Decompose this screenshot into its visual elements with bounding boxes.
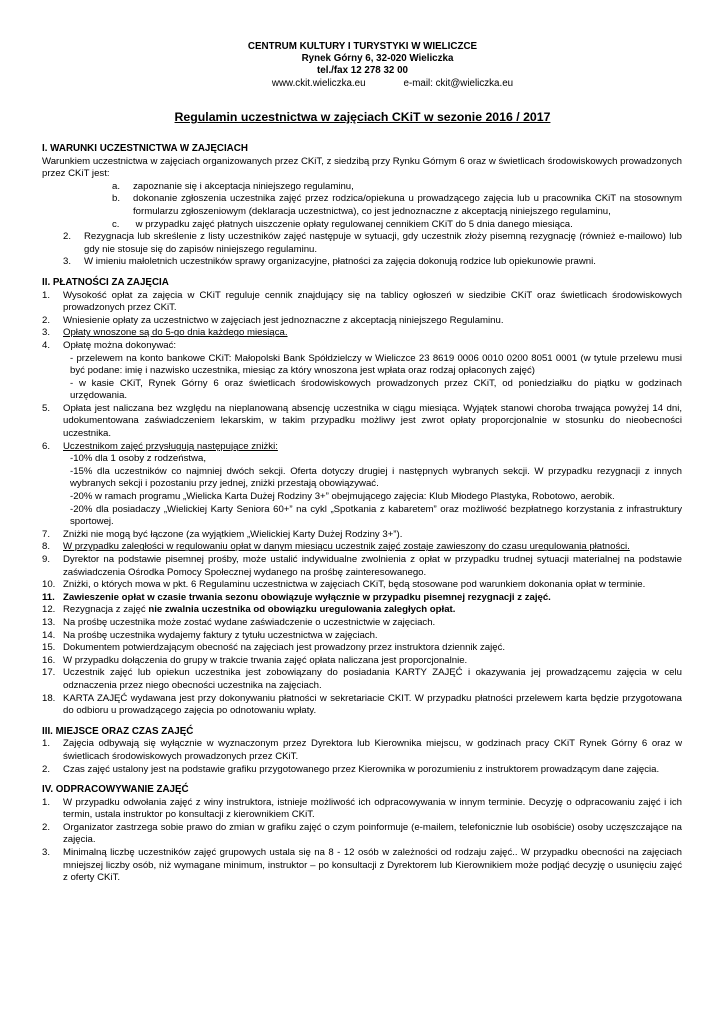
section-heading-1: I. WARUNKI UCZESTNICTWA W ZAJĘCIACH (42, 143, 248, 154)
list-item: 6. Uczestnikom zajęć przysługują następujące zniżki: (42, 440, 278, 452)
org-email: e-mail: ckit@wieliczka.eu (403, 77, 514, 89)
list-item: 12. Rezygnacja z zajęć nie zwalnia uczestnika od obowiązku uregulowania zaległych opłat. (42, 604, 456, 616)
list-item: 2. Organizator zastrzega sobie prawo do zmian w grafiku zajęć o czym poinformuje (e-mailem, telefonicznie lub osobiście) osoby uczęszczające na zajęcia. (42, 821, 682, 846)
list-item: 1. Wysokość opłat za zajęcia w CKiT reguluje cennik znajdujący się na tablicy ogłoszeń w siedzibie CKiT oraz świetlicach środowiskowych prowadzonych przez CKiT. (42, 289, 682, 314)
org-phone: tel./fax 12 278 32 00 (317, 65, 408, 77)
org-website: www.ckit.wieliczka.eu (271, 77, 366, 89)
list-item: b. dokonanie zgłoszenia uczestnika zajęć przez rodzica/opiekuna u prowadzącego zajęcia lub u pracownika CKiT na stosownym formularzu zgłoszeniowym (deklaracja uczestnictwa), co jest jednoznaczne z akceptacją niniejszego regulaminu, (112, 193, 682, 217)
list-item: 2. Rezygnacja lub skreślenie z listy uczestników zajęć następuje w sytuacji, gdy uczestnik złoży pisemną rezygnację (również e-mailowo) lub gdy nie stosuje się do zapisów niniejszego regulaminu. (63, 231, 682, 255)
list-subitem: -10% dla 1 osoby z rodzeństwa, (70, 453, 206, 465)
list-item: 3. Minimalną liczbę uczestników zajęć grupowych ustala się na 8 - 12 osób w zależności od rodzaju zajęć.. W przypadku obecności na zajęciach mniejszej liczby osób, niż wymagane minimum, instruktor – po konsultacji z Dyrektorem lub Kierownikiem może podjąć decyzję o usunięciu zajęć z oferty CKiT. (42, 847, 682, 884)
list-subitem: - w kasie CKiT, Rynek Górny 6 oraz świetlicach środowiskowych prowadzonych przez CKiT, od poniedziałku do piątku w godzinach urzędowania. (70, 377, 682, 402)
list-subitem: -20% w ramach programu „Wielicka Karta Dużej Rodziny 3+” obejmującego zajęcia: Klub Młodego Plastyka, Robotowo, aerobik. (70, 491, 615, 503)
list-item: 18. KARTA ZAJĘĆ wydawana jest przy dokonywaniu płatności w sekretariacie CKIT. W przypadku płatności przelewem karta będzie przygotowana do odbioru u prowadzącego zajęcia po odnotowaniu wpłaty. (42, 692, 682, 717)
list-item: 8. W przypadku zaległości w regulowaniu opłat w danym miesiącu uczestnik zajęć zostaje zawieszony do czasu uregulowania płatności. (42, 541, 630, 553)
list-item: 13. Na prośbę uczestnika może zostać wydane zaświadczenie o uczestnictwie w zajęciach. (42, 616, 436, 628)
list-item: 3. Opłaty wnoszone są do 5-go dnia każdego miesiąca. (42, 327, 288, 339)
list-item: 10. Zniżki, o których mowa w pkt. 6 Regulaminu uczestnictwa w zajęciach CKiT, będą stosowane pod warunkiem dokonania opłat w terminie. (42, 579, 646, 591)
list-item: 1. Zajęcia odbywają się wyłącznie w wyznaczonym przez Dyrektora lub Kierownika miejscu, w godzinach pracy CKiT Rynek Górny 6 oraz w świetlicach środowiskowych prowadzonych przez CKiT. (42, 738, 682, 762)
section-heading-4: IV. ODPRACOWYWANIE ZAJĘĆ (42, 784, 189, 796)
list-subitem: -20% dla posiadaczy „Wielickiej Karty Seniora 60+” na cykl „Spotkania z kabaretem” oraz możliwość bezpłatnego korzystania z infrastruktury sportowej. (70, 503, 682, 528)
list-subitem: - przelewem na konto bankowe CKiT: Małopolski Bank Spółdzielczy w Wieliczce 23 8619 0006 0010 0200 8051 0001 (w tytule przelewu musi być podane: imię i nazwisko uczestnika, miesiąc za który wnoszona jest wpłata oraz rodzaj opłaconych zajęć) (70, 352, 682, 377)
list-item: 14. Na prośbę uczestnika wydajemy faktury z tytułu uczestnictwa w zajęciach. (42, 629, 378, 641)
list-item: 16. W przypadku dołączenia do grupy w trakcie trwania zajęć opłata naliczana jest proporcjonalnie. (42, 654, 468, 666)
section-heading-3: III. MIEJSCE ORAZ CZAS ZAJĘĆ (42, 725, 194, 737)
section-1-intro: Warunkiem uczestnictwa w zajęciach organizowanych przez CKiT, z siedzibą przy Rynku Górnym 6 oraz w świetlicach środowiskowych prowadzonych przez CKiT jest: (42, 155, 682, 180)
list-item: 11. Zawieszenie opłat w czasie trwania sezonu obowiązuje wyłącznie w przypadku pisemnej rezygnacji z zajęć. (42, 591, 551, 603)
org-address: Rynek Górny 6, 32-020 Wieliczka (301, 53, 454, 65)
list-item: 2. Wniesienie opłaty za uczestnictwo w zajęciach jest jednoznaczne z akceptacją niniejszego Regulaminu. (42, 314, 504, 326)
list-item: 2. Czas zajęć ustalony jest na podstawie grafiku przygotowanego przez Kierownika w porozumieniu z instruktorem prowadzącym dane zajęcia. (42, 763, 660, 775)
section-heading-2: II. PŁATNOŚCI ZA ZAJĘCIA (42, 276, 169, 288)
org-name: CENTRUM KULTURY I TURYSTYKI W WIELICZCE (247, 41, 478, 52)
list-item: a. zapoznanie się i akceptacja niniejszego regulaminu, (112, 180, 354, 192)
list-item: 3. W imieniu małoletnich uczestników sprawy organizacyjne, płatności za zajęcia dokonują rodzice lub opiekunowie prawni. (63, 256, 596, 268)
list-subitem: -15% dla uczestników co najmniej dwóch sekcji. Oferta dotyczy drugiej i następnych wybranych sekcji. W przypadku rezygnacji z innych wybranych sekcji i pozostaniu przy jednej, zniżki przestają obowiązywać. (70, 465, 682, 490)
list-item: 15. Dokumentem potwierdzającym obecność na zajęciach jest prowadzony przez instruktora dziennik zajęć. (42, 642, 506, 654)
list-item: 17. Uczestnik zajęć lub opiekun uczestnika jest zobowiązany do posiadania KARTY ZAJĘĆ i okazywania jej prowadzącemu zajęcia w celu odznaczenia przez niego obecności uczestnika na zajęciach. (42, 667, 682, 691)
document-title: Regulamin uczestnictwa w zajęciach CKiT w sezonie 2016 / 2017 (174, 110, 551, 124)
list-item: 9. Dyrektor na podstawie pisemnej prośby, może ustalić indywidualne zwolnienia z opłat w przypadku trudnej sytuacji materialnej na podstawie zaświadczenia Ośrodka Pomocy Społecznej wydanego na prośbę zainteresowanego. (42, 554, 682, 578)
org-contacts (0, 78, 725, 90)
list-item: 5. Opłata jest naliczana bez względu na nieplanowaną absencję uczestnika w ciągu miesiąca. Wyjątek stanowi choroba trwająca powyżej 14 dni, udokumentowana zaświadczeniem lekarskim, w takim przypadku możliwy jest zwrot opłaty proporcjonalnie w stosunku do nieobecności uczestnika. (42, 402, 682, 440)
document-body (42, 143, 682, 885)
list-item: 7. Zniżki nie mogą być łączone (za wyjątkiem „Wielickiej Karty Dużej Rodziny 3+”). (42, 528, 403, 540)
list-item: 1. W przypadku odwołania zajęć z winy instruktora, istnieje możliwość ich odpracowywania w innym terminie. Decyzję o odpracowaniu zajęć i ich termin, ustala instruktor po konsultacji z kierownikiem CKiT. (42, 796, 682, 821)
list-item: c. w przypadku zajęć płatnych uiszczenie opłaty regulowanej cennikiem CKiT do 5 dnia danego miesiąca. (112, 218, 573, 230)
letterhead (0, 41, 725, 90)
list-item: 4. Opłatę można dokonywać: (42, 339, 177, 351)
